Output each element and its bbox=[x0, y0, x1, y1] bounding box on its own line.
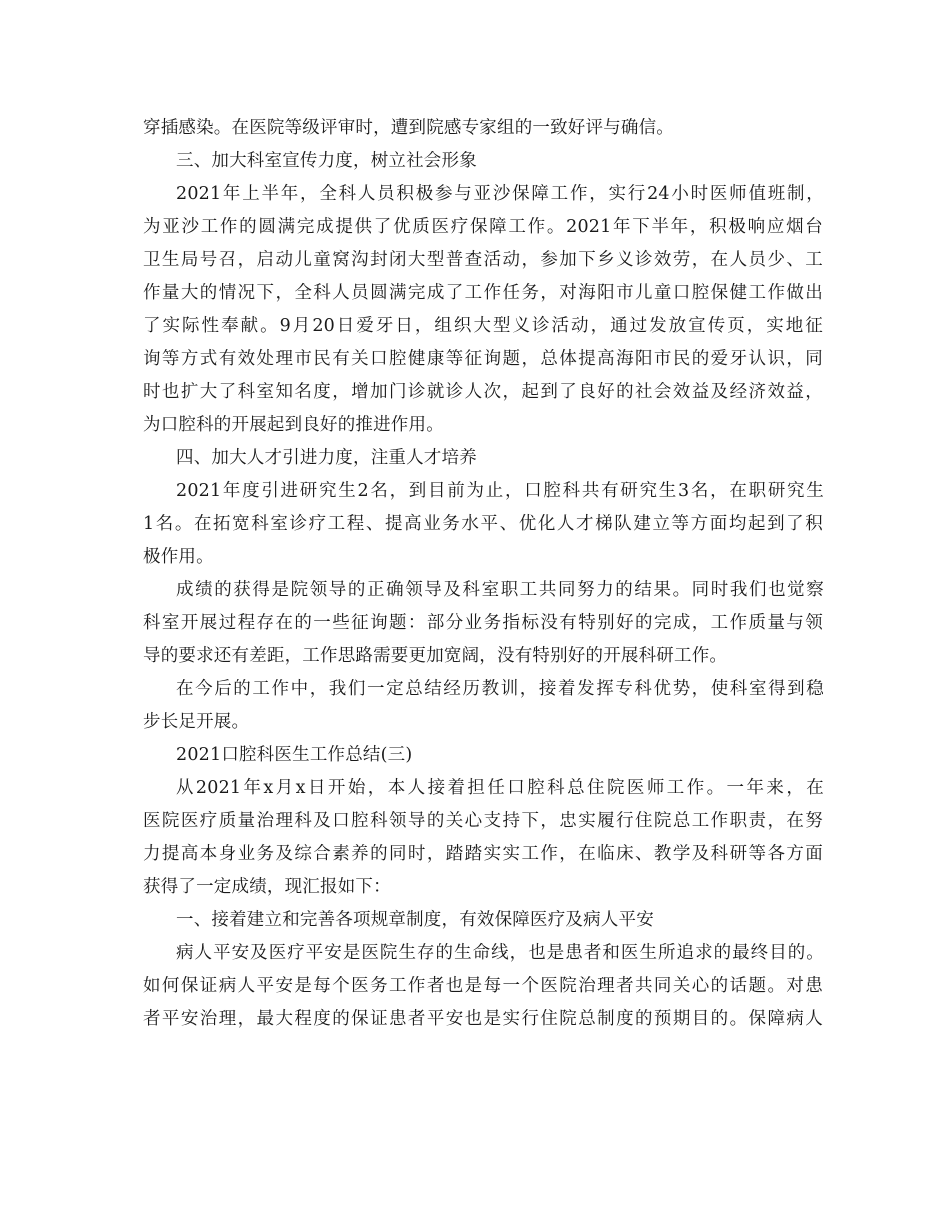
text-line: 极作用。 bbox=[143, 547, 214, 567]
section-heading: 四、加大人才引进力度，注重人才培养 bbox=[176, 448, 477, 468]
text-line: 时也扩大了科室知名度，增加门诊就诊人次，起到了良好的社会效益及经济效益， bbox=[143, 382, 823, 402]
text-line: 询等方式有效处理市民有关口腔健康等征询题，总体提高海阳市民的爱牙认识，同 bbox=[143, 349, 823, 369]
text-line: 穿插感染。在医院等级评审时，遭到院感专家组的一致好评与确信。 bbox=[143, 118, 674, 138]
text-line: 为口腔科的开展起到良好的推进作用。 bbox=[143, 415, 444, 435]
text-line: 在今后的工作中，我们一定总结经历教训，接着发挥专科优势，使科室得到稳 bbox=[176, 679, 824, 699]
text-line: 作量大的情况下，全科人员圆满完成了工作任务，对海阳市儿童口腔保健工作做出 bbox=[143, 283, 823, 303]
text-line: 2021年上半年，全科人员积极参与亚沙保障工作，实行24小时医师值班制， bbox=[176, 184, 824, 204]
text-line: 成绩的获得是院领导的正确领导及科室职工共同努力的结果。同时我们也觉察 bbox=[176, 580, 824, 600]
text-line: 了实际性奉献。9月20日爱牙日，组织大型义诊活动，通过发放宣传页，实地征 bbox=[143, 316, 823, 336]
text-line: 卫生局号召，启动儿童窝沟封闭大型普查活动，参加下乡义诊效劳，在人员少、工 bbox=[143, 250, 823, 270]
text-line: 病人平安及医疗平安是医院生存的生命线，也是患者和医生所追求的最终目的。 bbox=[176, 943, 824, 963]
text-line: 力提高本身业务及综合素养的同时，踏踏实实工作，在临床、教学及科研等各方面 bbox=[143, 844, 823, 864]
text-line: 医院医疗质量治理科及口腔科领导的关心支持下，忠实履行住院总工作职责，在努 bbox=[143, 811, 823, 831]
text-line: 从2021年x月x日开始，本人接着担任口腔科总住院医师工作。一年来，在 bbox=[176, 778, 824, 798]
text-line: 科室开展过程存在的一些征询题：部分业务指标没有特别好的完成，工作质量与领 bbox=[143, 613, 823, 633]
text-line: 获得了一定成绩，现汇报如下： bbox=[143, 877, 391, 897]
text-line: 导的要求还有差距，工作思路需要更加宽阔，没有特别好的开展科研工作。 bbox=[143, 646, 728, 666]
text-line: 2021年度引进研究生2名，到目前为止，口腔科共有研究生3名，在职研究生 bbox=[176, 481, 824, 501]
text-line: 如何保证病人平安是每个医务工作者也是每一个医院治理者共同关心的话题。对患 bbox=[143, 976, 823, 996]
text-line: 为亚沙工作的圆满完成提供了优质医疗保障工作。2021年下半年，积极响应烟台 bbox=[143, 217, 823, 237]
text-line: 者平安治理，最大程度的保证患者平安也是实行住院总制度的预期目的。保障病人 bbox=[143, 1009, 823, 1029]
text-line: 1名。在拓宽科室诊疗工程、提高业务水平、优化人才梯队建立等方面均起到了积 bbox=[143, 514, 823, 534]
section-title: 2021口腔科医生工作总结(三) bbox=[176, 745, 413, 765]
section-heading: 三、加大科室宣传力度，树立社会形象 bbox=[176, 151, 477, 171]
text-line: 步长足开展。 bbox=[143, 712, 250, 732]
section-heading: 一、接着建立和完善各项规章制度，有效保障医疗及病人平安 bbox=[176, 910, 654, 930]
